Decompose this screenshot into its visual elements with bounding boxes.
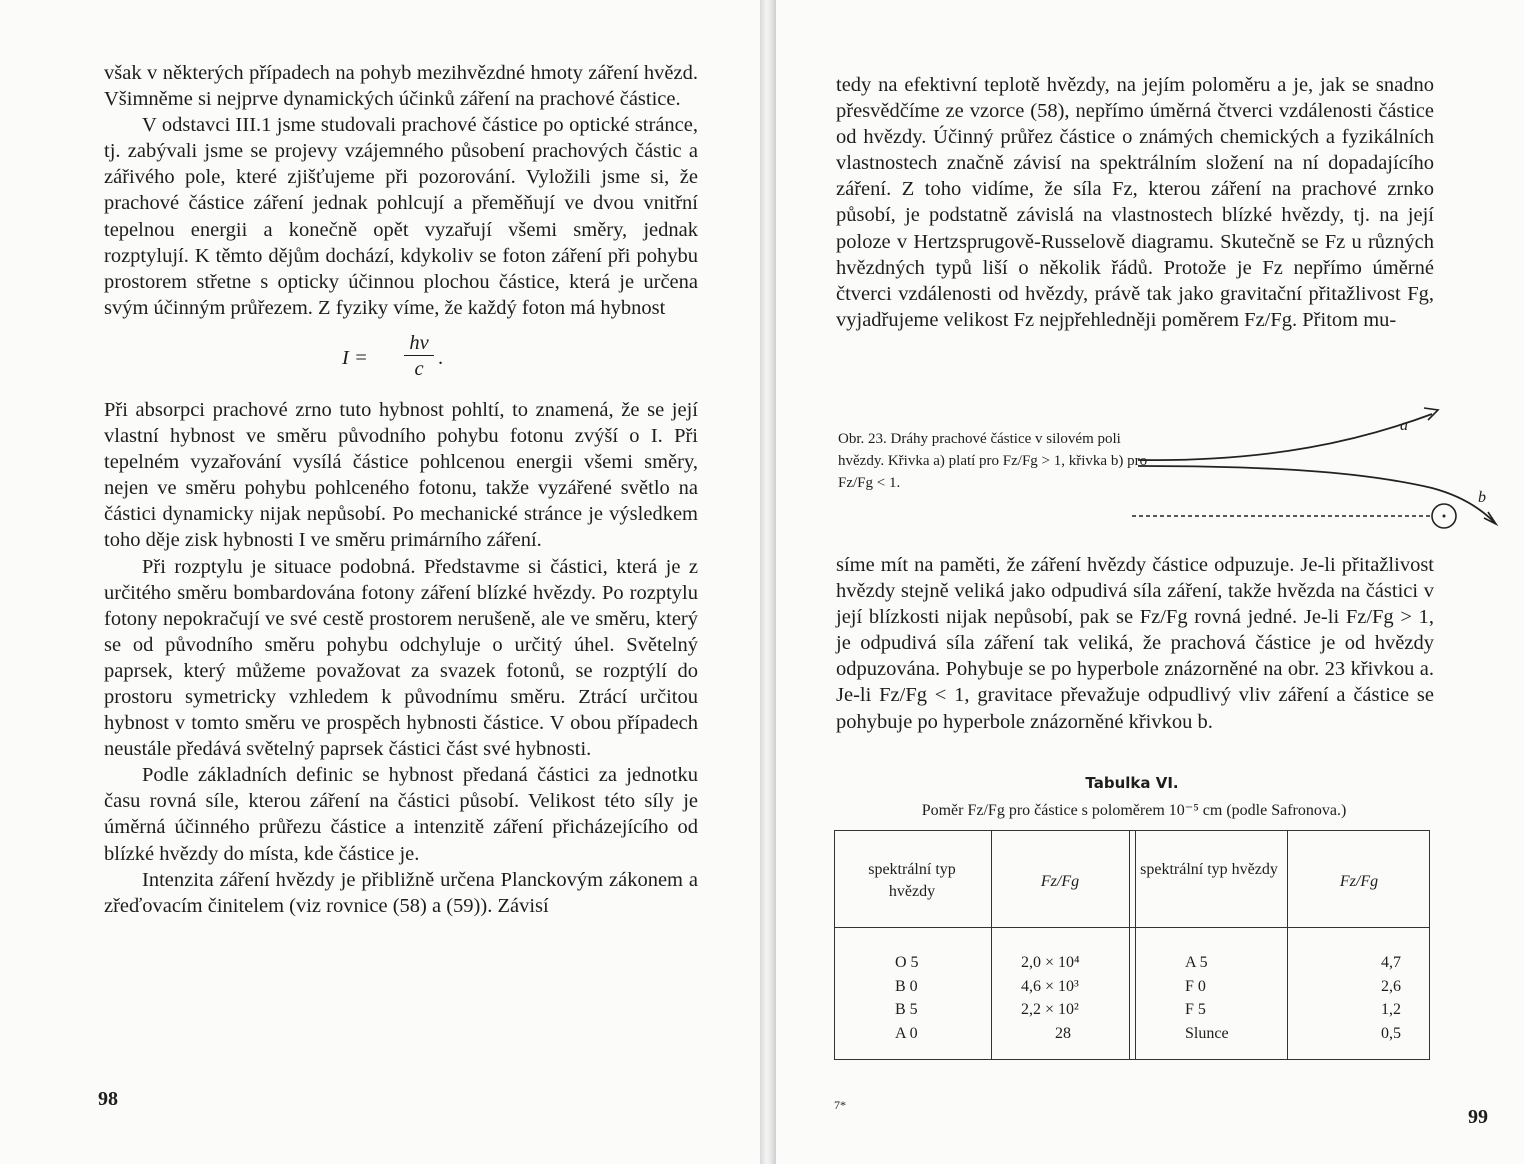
equation-fraction xyxy=(404,331,434,382)
table-cell: B 0 xyxy=(895,977,918,995)
table-cell: B 5 xyxy=(895,1001,918,1018)
right-values-column xyxy=(1381,951,1401,1045)
book-gutter xyxy=(760,0,776,1164)
paragraph: síme mít na paměti, že záření hvězdy částice odpuzuje. Je-li přitažlivost hvězdy stejně veliká jako odpudivá síla záření, takže hvězda na částici v její blízkosti nijak nepůsobí, pak se Fz/Fg rovná jedné. Je-li Fz/Fg > 1, je odpudivá síla záření tak veliká, že prachová částice je od hvězdy odpuzována. Pohybuje se po hyperbole znázorněné na obr. 23 křivkou a. Je-li Fz/Fg < 1, gravitace převažuje odpudlivý vliv záření a částice se pohybuje po hyperbole znázorněné křivkou b. xyxy=(836,554,1434,733)
header-ratio-right: Fz/Fg xyxy=(1339,873,1379,890)
right-text-column-middle xyxy=(836,552,1434,735)
equation-denominator: c xyxy=(414,357,424,380)
left-text-column xyxy=(104,60,698,919)
right-types-column xyxy=(1185,951,1229,1045)
table-divider xyxy=(991,831,992,1059)
paragraph: tedy na efektivní teplotě hvězdy, na jejím poloměru a je, jak se snadno přesvědčíme ze vzorce (58), nepřímo úměrná čtverci vzdálenosti částice od hvězdy. Účinný průřez částice o známých chemických a fyzikálních vlastnostech značně závisí na spektrálním složení na ní dopadajícího záření. Z toho vidíme, že síla Fz, kterou záření na prachové zrnko působí, je podstatně závislá na vlastnostech blízké hvězdy, tj. na její poloze v Hertzsprugově-Russelově diagramu. Skutečně se Fz u různých hvězdných typů liší o několik řádů. Protože je Fz nepřímo úměrné čtverci vzdálenosti od hvězdy, právě tak jako gravitační přitažlivost Fg, vyjadřujeme velikost Fz nejpřehledněji poměrem Fz/Fg. Přitom mu- xyxy=(836,74,1434,331)
table-subtitle: Poměr Fz/Fg pro částice s poloměrem 10⁻⁵ cm (podle Safronova.) xyxy=(921,802,1347,819)
paragraph: Při rozptylu je situace podobná. Představme si částici, která je z určitého směru bombardována fotony záření blízké hvězdy. Po rozptylu fotony nepokračují ve své cestě prostorem nerušeně, ale ve směru, který se od původního směru pohybu odchyluje o určitý úhel. Světelný paprsek, který můžeme považovat za svazek fotonů, se rozptýlí do prostoru symetricky vzhledem k původnímu směru. Ztrácí určitou hybnost v tomto směru ve prospěch hybnosti částice. V obou případech neustále předává světelný paprsek částici část své hybnosti. xyxy=(104,555,698,761)
table-divider xyxy=(1129,831,1130,1059)
table-cell: 4,6 × 10³ xyxy=(1021,977,1079,995)
paragraph: V odstavci III.1 jsme studovali prachové částice po optické stránce, tj. zabývali jsme se projevy vzájemného působení prachových částic a zářivého pole, které zjišťujeme při pozorování. Vyložili jsme si, že prachové částice záření jednak pohlcují a přeměňují ve dvou vnitřní tepelnou energii a konečně opět vyzařují všemi směry, jednak rozptylují. K těmto dějům dochází, kdykoliv se foton záření při pohybu prostorem střetne s opticky účinnou plochou částice, která je určena svým účinným průřezem. Z fyziky víme, že každý foton má hybnost xyxy=(104,114,698,319)
table-header-rule xyxy=(835,927,1429,928)
figure-caption: Obr. 23. Dráhy prachové částice v silovém poli hvězdy. Křivka a) platí pro Fz/Fg > 1, křivka b) pro Fz/Fg < 1. xyxy=(838,431,1148,491)
right-text-column-top xyxy=(836,72,1434,333)
table-cell: 4,7 xyxy=(1381,954,1401,971)
table-cell: F 0 xyxy=(1185,977,1206,995)
curve-a xyxy=(1138,414,1432,460)
curve-b-label: b xyxy=(1478,489,1486,506)
curve-b xyxy=(1138,466,1494,522)
table-title: Tabulka VI. xyxy=(1085,774,1179,792)
header-spectral-type-left: spektrální typ hvězdy xyxy=(868,861,956,900)
table-cell: F 5 xyxy=(1185,1001,1206,1018)
paragraph: však v některých případech na pohyb mezihvězdné hmoty záření hvězd. Všimněme si nejprve dynamických účinků záření na prachové částice. xyxy=(104,62,698,111)
momentum-equation xyxy=(104,331,698,387)
table-cell: 2,6 xyxy=(1381,977,1401,995)
table-cell: 2,2 × 10² xyxy=(1021,1001,1079,1018)
equation-period: . xyxy=(438,346,444,369)
table-cell: A 0 xyxy=(895,1024,918,1042)
curve-a-label: a xyxy=(1400,417,1408,434)
paragraph: Podle základních definic se hybnost předaná částici za jednotku času rovná síle, kterou záření na částici působí. Velikost této síly je úměrná účinného průřezu částice a intenzitě záření přicházejícího od blízké hvězdy do místa, kde částice je. xyxy=(104,764,698,865)
left-values-column xyxy=(1021,951,1080,1045)
header-spectral-type-right: spektrální typ hvězdy xyxy=(1140,861,1278,878)
trajectory-figure xyxy=(1132,400,1502,540)
star-center xyxy=(1443,515,1446,518)
header-ratio-left: Fz/Fg xyxy=(1040,873,1080,890)
table-cell: 1,2 xyxy=(1381,1001,1401,1018)
equation-lhs: I = xyxy=(342,346,368,369)
left-types-column xyxy=(895,951,919,1045)
table-cell: Slunce xyxy=(1185,1024,1229,1042)
ratio-table xyxy=(834,830,1430,1060)
signature-mark: 7* xyxy=(834,1098,846,1112)
right-page xyxy=(776,0,1524,1164)
table-divider xyxy=(1287,831,1288,1059)
paragraph: Při absorpci prachové zrno tuto hybnost pohltí, to znamená, že se její vlastní hybnost ve směru původního pohybu fotonu zvýší o I. Při tepelném vyzařování vysílá částice pohlcenou energii všemi směry, nejen ve směru pohybu pohlceného fotonu, takže vyzářené světlo na částici dynamicky nijak nepůsobí. Po mechanické stránce je výsledkem toho děje zisk hybnosti I ve směru primárního záření. xyxy=(104,398,698,552)
table-divider xyxy=(1135,831,1136,1059)
left-page xyxy=(0,0,760,1164)
page-number: 99 xyxy=(1468,1106,1488,1128)
table-cell: 0,5 xyxy=(1381,1024,1401,1042)
table-cell: 28 xyxy=(1055,1024,1071,1042)
page-number: 98 xyxy=(98,1088,118,1110)
table-cell: A 5 xyxy=(1185,954,1208,971)
paragraph: Intenzita záření hvězdy je přibližně určena Planckovým zákonem a zřeďovacím činitelem (viz rovnice (58) a (59)). Závisí xyxy=(104,868,698,917)
table-cell: 2,0 × 10⁴ xyxy=(1021,954,1080,971)
equation-numerator: hν xyxy=(404,331,434,356)
table-cell: O 5 xyxy=(895,954,919,971)
